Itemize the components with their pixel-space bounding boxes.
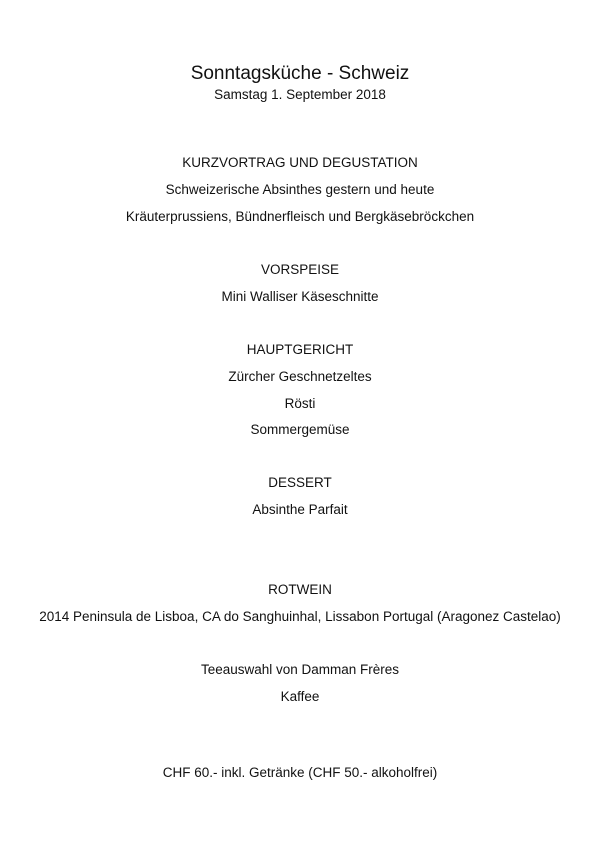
event-date: Samstag 1. September 2018 <box>214 87 386 102</box>
price-info: CHF 60.- inkl. Getränke (CHF 50.- alkoholfrei) <box>162 765 438 780</box>
menu-item: Rösti <box>284 396 316 411</box>
menu-item: Schweizerische Absinthes gestern und heute <box>165 182 435 197</box>
menu-item: Mini Walliser Käseschnitte <box>221 289 379 304</box>
drinks-item-tea: Teeauswahl von Damman Frères <box>200 662 400 677</box>
menu-item: Zürcher Geschnetzeltes <box>228 369 372 384</box>
menu-item: Kräuterprussiens, Bündnerfleisch und Bergkäsebröckchen <box>125 209 475 224</box>
page-title: Sonntagsküche - Schweiz <box>190 63 410 84</box>
menu-item: Sommergemüse <box>250 422 350 437</box>
section-heading-vorspeise: VORSPEISE <box>260 262 340 277</box>
section-heading-rotwein: ROTWEIN <box>268 582 332 597</box>
drinks-item-coffee: Kaffee <box>280 689 320 704</box>
section-heading-hauptgericht: HAUPTGERICHT <box>246 342 354 357</box>
section-heading-dessert: DESSERT <box>268 475 332 490</box>
menu-item: Absinthe Parfait <box>252 502 348 517</box>
menu-item: 2014 Peninsula de Lisboa, CA do Sanghuinhal, Lissabon Portugal (Aragonez Castelao) <box>39 609 561 624</box>
section-heading-kurzvortrag: KURZVORTRAG UND DEGUSTATION <box>182 155 418 170</box>
